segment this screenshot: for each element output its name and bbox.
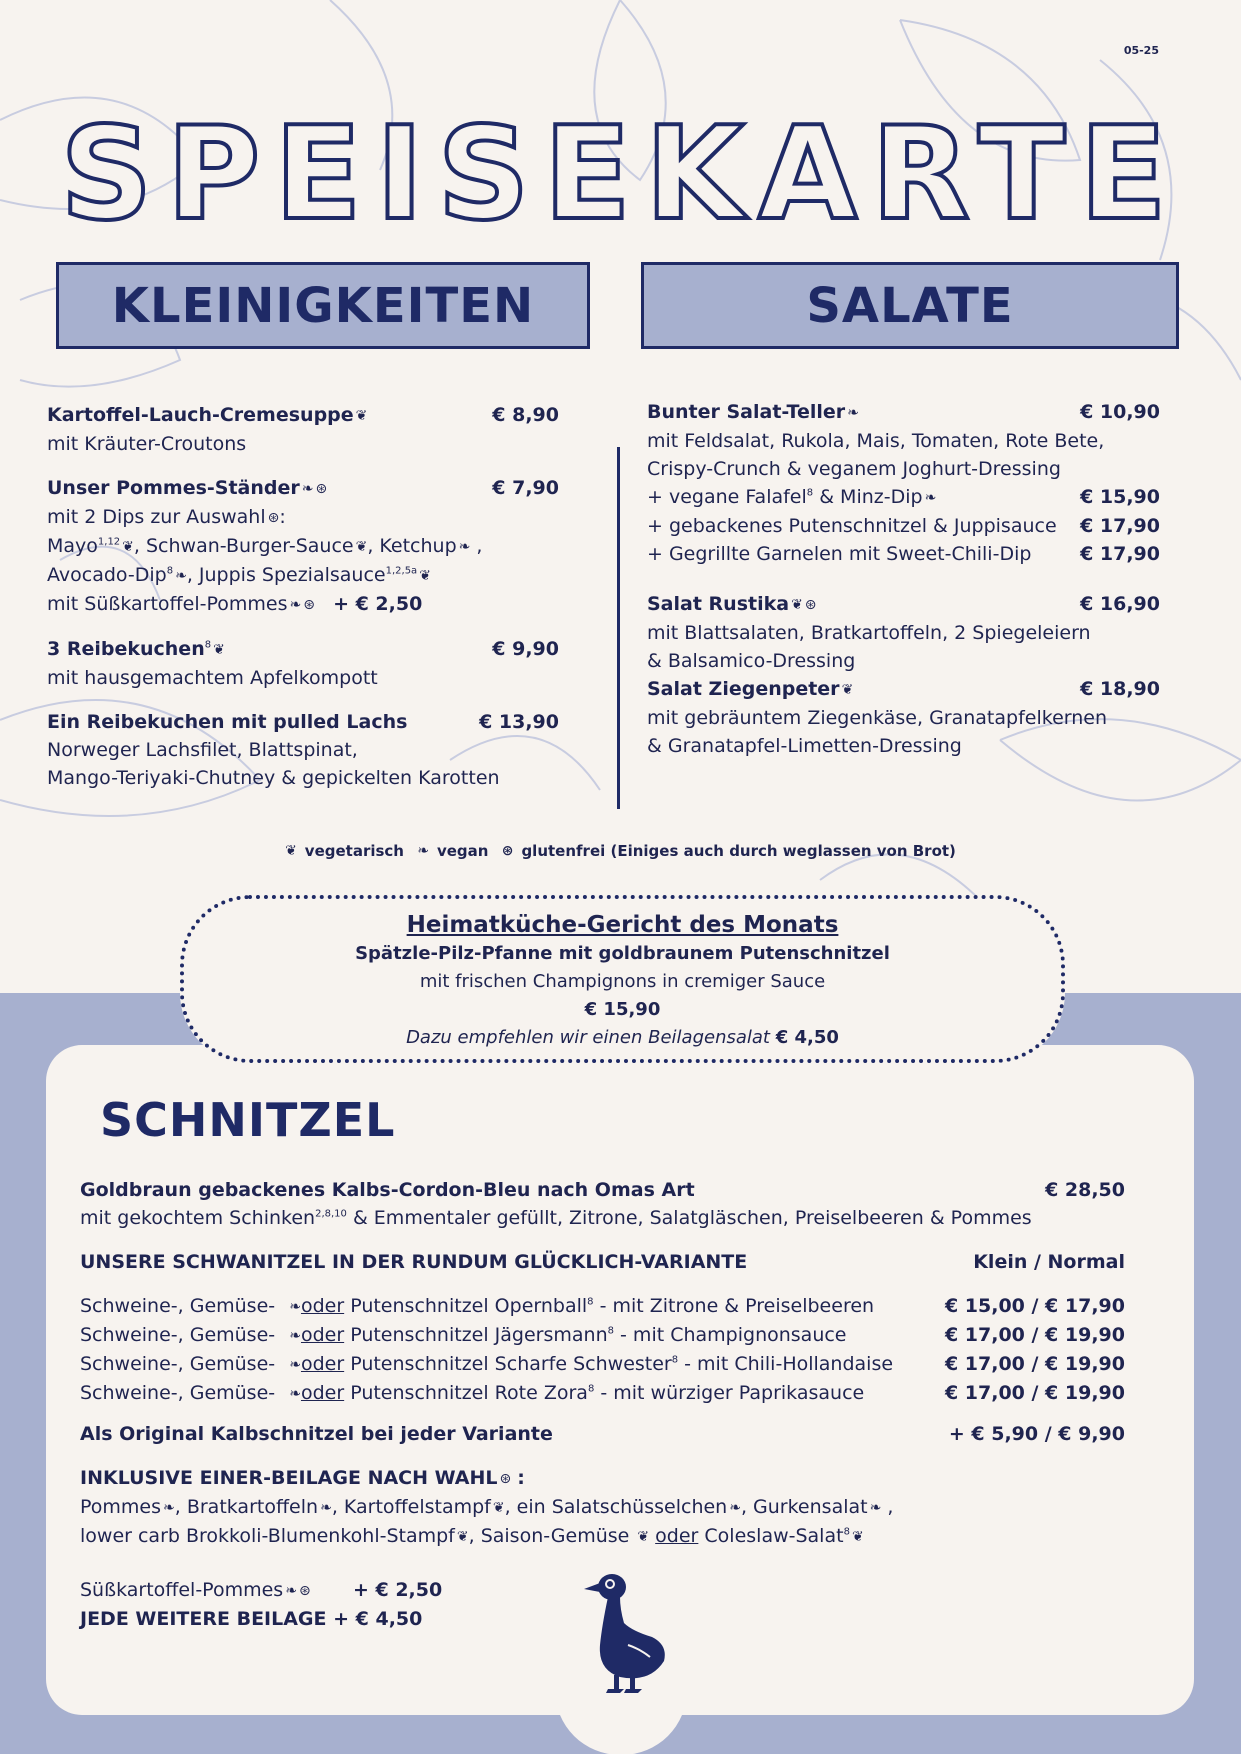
leaf-outline-icon: ❦	[122, 539, 134, 555]
leaf-filled-icon: ❧	[458, 539, 471, 555]
wheat-circle-icon: ⊛	[267, 510, 280, 526]
page-title: SPEISEKARTE	[60, 100, 1181, 249]
duck-icon	[580, 1565, 670, 1695]
oder-label: oder	[655, 1525, 699, 1547]
variant-name: Putenschnitzel Rote Zora	[344, 1382, 588, 1404]
variant-desc: - mit würziger Paprikasauce	[594, 1382, 865, 1404]
item-name: Salat Rustika	[647, 593, 790, 615]
list-item	[647, 675, 1160, 760]
item-description: & Emmentaler gefüllt, Zitrone, Salatgläschen, Preiselbeeren & Pommes	[346, 1207, 1032, 1229]
item-description: Mango-Teriyaki-Chutney & gepickelten Karotten	[47, 767, 500, 789]
list-item: Unser Pommes-Ständer ❧ ⊛ € 7,90 mit 2 Dips zur Auswahl ⊛: Mayo$^{1,12}$ ❦, Schwan-Burger-Sauce ❦, Ketchup ❧ , Avocado-Dip$^8$ ❧, Juppis Spezialsauce$^{1,2,5a}$ ❦ mit Süßkartoffel-Pommes ❧ ⊛ + € 2,50	[47, 474, 559, 619]
table-row	[80, 1350, 1125, 1379]
leaf-outline-icon: ❦	[419, 568, 431, 584]
variant-desc: - mit Zitrone & Preiselbeeren	[593, 1295, 875, 1317]
item-description: mit Kräuter-Croutons	[47, 433, 247, 455]
wheat-circle-icon: ⊛	[298, 1583, 311, 1599]
leaf-filled-icon: ❧	[301, 481, 314, 497]
list-item	[47, 635, 559, 692]
allergen-note: 8	[607, 1325, 614, 1337]
item-description: & Balsamico-Dressing	[647, 650, 856, 672]
addon-price: € 15,90	[1080, 486, 1160, 508]
item-description: mit hausgemachtem Apfelkompott	[47, 667, 378, 689]
leaf-outline-icon: ❦	[213, 642, 225, 658]
variant-prefix: Schweine-, Gemüse-	[80, 1295, 276, 1317]
leaf-filled-icon: ❧	[729, 1500, 741, 1516]
addon-text: & Minz-Dip	[813, 486, 923, 508]
leaf-filled-icon: ❧	[289, 597, 302, 613]
item-name: Ein Reibekuchen mit pulled Lachs	[47, 711, 408, 733]
extra-price: + € 2,50	[352, 1579, 443, 1601]
dish-of-month-tip: Dazu empfehlen wir einen Beilagensalat	[406, 1027, 770, 1048]
item-price: € 16,90	[1080, 593, 1160, 615]
allergen-note: 8	[806, 487, 814, 499]
list-item	[47, 401, 559, 458]
leaf-filled-icon: ❧	[924, 490, 937, 506]
dish-of-month-name: Spätzle-Pilz-Pfanne mit goldbraunem Putenschnitzel	[355, 943, 890, 964]
salate-list	[647, 398, 1160, 776]
addon-text: + vegane Falafel	[647, 486, 807, 508]
item-description: mit 2 Dips zur Auswahl	[47, 506, 266, 528]
leaf-filled-icon: ❧	[289, 1357, 301, 1373]
leaf-outline-icon: ❦	[791, 597, 803, 613]
leaf-outline-icon: ❦	[492, 1500, 505, 1516]
addon-text: + gebackenes Putenschnitzel & Juppisauce	[647, 515, 1057, 537]
variant-desc: - mit Chili-Hollandaise	[678, 1353, 894, 1375]
beilage-coleslaw: Coleslaw-Salat	[704, 1525, 844, 1547]
item-price: € 13,90	[479, 711, 559, 733]
leaf-outline-icon: ❦	[355, 539, 368, 555]
oder-label: oder	[300, 1382, 345, 1404]
leaf-filled-icon: ❧	[847, 405, 859, 421]
wheat-circle-icon: ⊛	[804, 597, 817, 613]
item-description: mit gekochtem Schinken	[80, 1207, 316, 1229]
item-description: mit Feldsalat, Rukola, Mais, Tomaten, Rote Bete,	[647, 430, 1105, 452]
oder-label: oder	[300, 1295, 345, 1317]
allergen-note: 8	[204, 639, 212, 651]
beilage-heading: INKLUSIVE EINER-BEILAGE NACH WAHL	[80, 1467, 498, 1489]
leaf-filled-icon: ❧	[869, 1500, 882, 1516]
item-name: Salat Ziegenpeter	[647, 678, 840, 700]
leaf-filled-icon: ❧	[175, 568, 187, 584]
leaf-outline-icon: ❦	[851, 1529, 864, 1545]
kalb-price: + € 5,90 / € 9,90	[948, 1423, 1125, 1445]
beilage-salat: , ein Salatschüsselchen	[504, 1496, 728, 1518]
section-heading-schnitzel: SCHNITZEL	[100, 1093, 396, 1147]
dip-ketchup: , Ketchup	[367, 535, 457, 557]
allergen-note: 1,12	[97, 536, 121, 548]
variant-price: € 15,00 / € 17,90	[944, 1295, 1125, 1317]
variant-price: € 17,00 / € 19,90	[944, 1382, 1125, 1404]
variant-prefix: Schweine-, Gemüse-	[80, 1382, 276, 1404]
legend-vegan: vegan	[436, 842, 489, 860]
variant-desc: - mit Champignonsauce	[614, 1324, 847, 1346]
wheat-circle-icon: ⊛	[303, 597, 315, 613]
beilagen-block: INKLUSIVE EINER-BEILAGE NACH WAHL ⊛ : Pommes ❧, Bratkartoffeln ❧, Kartoffelstampf ❦, ein Salatschüsselchen ❧, Gurkensalat ❧ , lower carb Brokkoli-Blumenkohl-Stampf ❦, Saison-Gemüse ❦ oder Coleslaw-Salat$^8$ ❦	[80, 1464, 1125, 1551]
separator: ,	[881, 1496, 894, 1518]
leaf-filled-icon: ❧	[289, 1328, 301, 1344]
item-name: Unser Pommes-Ständer	[47, 477, 300, 499]
item-name: Bunter Salat-Teller	[647, 401, 846, 423]
table-row	[80, 1321, 1125, 1350]
dish-of-month-tip-price: € 4,50	[775, 1027, 839, 1048]
allergen-note: 8	[166, 565, 174, 577]
leaf-filled-icon: ❧	[417, 843, 429, 859]
variant-heading: UNSERE SCHWANITZEL IN DER RUNDUM GLÜCKLICH-VARIANTE	[80, 1251, 748, 1273]
list-item	[47, 708, 559, 792]
allergen-note: 8	[587, 1383, 595, 1395]
diet-legend	[0, 842, 1241, 860]
dip-juppis: , Juppis Spezialsauce	[186, 564, 386, 586]
item-name: Kartoffel-Lauch-Cremesuppe	[47, 404, 354, 426]
wheat-circle-icon: ⊛	[315, 481, 328, 497]
page-code: 05-25	[1123, 44, 1159, 57]
variant-prefix: Schweine-, Gemüse-	[80, 1353, 276, 1375]
dish-of-month-price: € 15,90	[584, 999, 661, 1020]
dish-of-month-heading: Heimatküche-Gericht des Monats	[406, 912, 839, 938]
item-price: € 18,90	[1080, 678, 1160, 700]
addon-text: + Gegrillte Garnelen mit Sweet-Chili-Dip	[647, 543, 1032, 565]
wheat-circle-icon: ⊛	[499, 1471, 512, 1487]
variant-prefix: Schweine-, Gemüse-	[80, 1324, 276, 1346]
schwanitzel-heading-row	[80, 1248, 1125, 1276]
kleinigkeiten-list	[47, 401, 559, 808]
addon-price: € 17,90	[1080, 515, 1160, 537]
allergen-note: 2,8,10	[315, 1208, 347, 1220]
wheat-circle-icon: ⊛	[501, 843, 514, 859]
leaf-outline-icon: ❦	[285, 843, 297, 859]
schwanitzel-variants	[80, 1292, 1125, 1408]
variant-name: Putenschnitzel Opernball	[344, 1295, 588, 1317]
item-price: € 28,50	[1045, 1179, 1125, 1201]
allergen-note: 8	[671, 1354, 679, 1366]
variant-price: € 17,00 / € 19,90	[944, 1353, 1125, 1375]
item-price: € 7,90	[492, 477, 559, 499]
dip-schwan: , Schwan-Burger-Sauce	[133, 535, 354, 557]
beilage-pommes: Pommes	[80, 1496, 162, 1518]
oder-label: oder	[300, 1353, 345, 1375]
kalbschnitzel-row	[80, 1420, 1125, 1448]
beilage-saison-gemuese: , Saison-Gemüse	[468, 1525, 630, 1547]
leaf-filled-icon: ❧	[285, 1583, 297, 1599]
leaf-outline-icon: ❦	[456, 1529, 469, 1545]
oder-label: oder	[300, 1324, 345, 1346]
addon-price: € 17,90	[1080, 543, 1160, 565]
leaf-filled-icon: ❧	[320, 1500, 332, 1516]
dip-mayo: Mayo	[47, 535, 98, 557]
leaf-filled-icon: ❧	[163, 1500, 175, 1516]
extra-suesskartoffel: Süßkartoffel-Pommes	[80, 1579, 284, 1601]
item-price: € 8,90	[492, 404, 559, 426]
table-row	[80, 1292, 1125, 1321]
variant-name: Putenschnitzel Jägersmann	[344, 1324, 608, 1346]
list-item	[647, 590, 1160, 675]
beilage-kartoffelstampf: , Kartoffelstampf	[331, 1496, 491, 1518]
addon-suesskartoffel: mit Süßkartoffel-Pommes	[47, 593, 288, 615]
allergen-note: 8	[587, 1296, 594, 1308]
beilage-gurkensalat: , Gurkensalat	[740, 1496, 868, 1518]
kalb-label: Als Original Kalbschnitzel bei jeder Variante	[80, 1423, 553, 1445]
beilage-brokkoli: lower carb Brokkoli-Blumenkohl-Stampf	[80, 1525, 455, 1547]
item-description: mit gebräuntem Ziegenkäse, Granatapfelkernen	[647, 707, 1108, 729]
legend-glutenfrei: glutenfrei (Einiges auch durch weglassen von Brot)	[521, 842, 956, 860]
leaf-filled-icon: ❧	[289, 1299, 301, 1315]
item-description: & Granatapfel-Limetten-Dressing	[647, 735, 962, 757]
item-description: Norweger Lachsfilet, Blattspinat,	[47, 739, 358, 761]
allergen-note: 1,2,5a	[385, 565, 418, 577]
table-row	[80, 1379, 1125, 1408]
dip-avocado: Avocado-Dip	[47, 564, 167, 586]
dish-of-month-box	[180, 895, 1065, 1063]
section-heading-salate: SALATE	[641, 262, 1179, 349]
dish-of-month-desc: mit frischen Champignons in cremiger Sauce	[419, 971, 826, 992]
item-price: € 10,90	[1080, 401, 1160, 423]
cordon-bleu-item	[80, 1176, 1125, 1232]
leaf-outline-icon: ❦	[637, 1529, 650, 1545]
legend-vegetarisch: vegetarisch	[304, 842, 404, 860]
list-item	[647, 398, 1160, 568]
variant-sizes: Klein / Normal	[973, 1251, 1125, 1273]
section-heading-kleinigkeiten: KLEINIGKEITEN	[56, 262, 590, 349]
extra-beilage-note: JEDE WEITERE BEILAGE + € 4,50	[80, 1608, 423, 1630]
addon-price: + € 2,50	[333, 593, 423, 615]
leaf-filled-icon: ❧	[289, 1386, 301, 1402]
item-name: Goldbraun gebackenes Kalbs-Cordon-Bleu nach Omas Art	[80, 1179, 695, 1201]
item-price: € 9,90	[492, 638, 559, 660]
variant-name: Putenschnitzel Scharfe Schwester	[344, 1353, 672, 1375]
item-description: mit Blattsalaten, Bratkartoffeln, 2 Spiegeleiern	[647, 622, 1091, 644]
item-name: 3 Reibekuchen	[47, 638, 205, 660]
column-divider	[617, 447, 620, 809]
beilage-bratkartoffeln: , Bratkartoffeln	[174, 1496, 319, 1518]
leaf-outline-icon: ❦	[355, 408, 368, 424]
allergen-note: 8	[843, 1526, 850, 1538]
variant-price: € 17,00 / € 19,90	[944, 1324, 1125, 1346]
item-description: Crispy-Crunch & veganem Joghurt-Dressing	[647, 458, 1061, 480]
leaf-outline-icon: ❦	[841, 682, 854, 698]
